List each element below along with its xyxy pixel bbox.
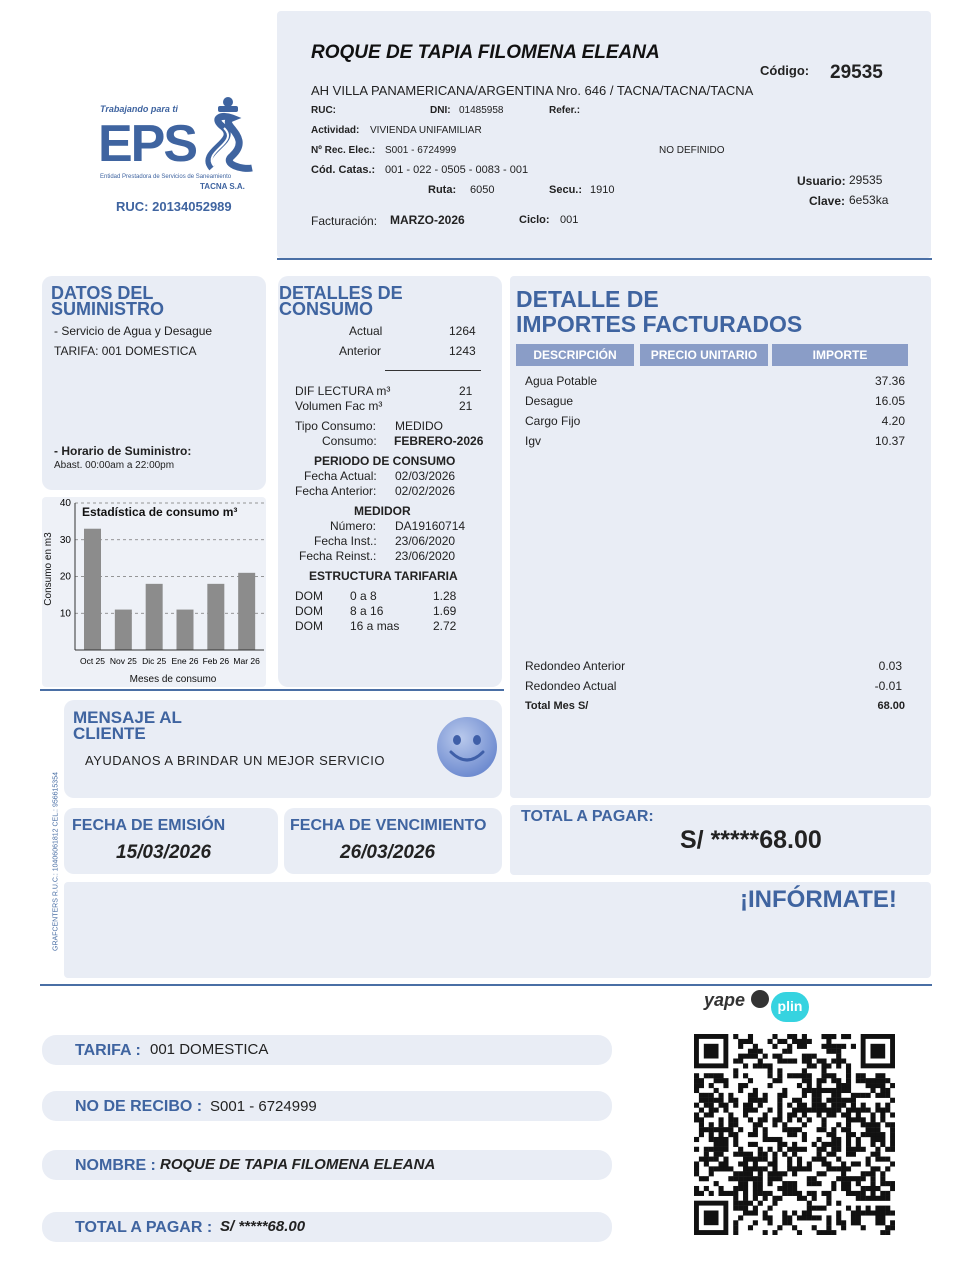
bottom-rule xyxy=(40,984,932,986)
chart-bar xyxy=(115,610,132,650)
ruta-label: Ruta: xyxy=(428,184,457,196)
medidor-title: MEDIDOR xyxy=(354,504,411,518)
inst-value: 23/06/2020 xyxy=(395,534,456,548)
col-precio-unitario: PRECIO UNITARIO xyxy=(640,344,768,366)
horario-value: Abast. 00:00am a 22:00pm xyxy=(54,460,175,471)
qr-code xyxy=(694,1034,895,1235)
fecha-actual-value: 02/03/2026 xyxy=(395,469,456,483)
chart-xtick-label: Dic 25 xyxy=(142,656,167,666)
cons-label: Consumo: xyxy=(322,434,377,448)
consumo-title-2: CONSUMO xyxy=(279,299,373,319)
item-2-importe: 4.20 xyxy=(881,414,905,428)
ruc-label: RUC: xyxy=(311,105,336,116)
tipo-value: MEDIDO xyxy=(395,419,443,433)
printer-side-text: GRAFCENTERS R.U.C.: 10406061812 CEL.: 956615354 xyxy=(52,772,60,951)
item-0-desc: Agua Potable xyxy=(525,374,598,388)
chart-xtick-label: Oct 25 xyxy=(79,656,106,666)
tarifa-0-rango: 0 a 8 xyxy=(350,589,377,603)
usuario-value: 29535 xyxy=(849,173,883,187)
emision-value: 15/03/2026 xyxy=(116,842,212,863)
resumen-tarifa-label: TARIFA : xyxy=(75,1042,141,1059)
informate-title: ¡INFÓRMATE! xyxy=(740,886,897,913)
yape-text: yape xyxy=(704,990,746,1010)
tarifa-1-cat: DOM xyxy=(295,604,323,618)
tarifa-text: TARIFA: 001 DOMESTICA xyxy=(54,344,197,358)
codigo-value: 29535 xyxy=(830,62,883,83)
water-wave-icon xyxy=(192,96,256,174)
chart-bar xyxy=(238,573,255,650)
catas-value: 001 - 022 - 0505 - 0083 - 001 xyxy=(385,164,529,176)
actual-value: 1264 xyxy=(449,324,476,338)
suministro-title-1: DATOS DEL xyxy=(51,283,154,303)
plin-logo xyxy=(771,992,809,1022)
tarifa-0-cat: DOM xyxy=(295,589,323,603)
redondeo-anterior-value: 0.03 xyxy=(878,659,902,673)
chart-ytick-label: 40 xyxy=(59,498,71,509)
facturacion-value: MARZO-2026 xyxy=(390,213,465,227)
chart-xtick-label: Feb 26 xyxy=(202,656,230,666)
customer-name: ROQUE DE TAPIA FILOMENA ELEANA xyxy=(311,42,660,63)
resumen-tarifa-value: 001 DOMESTICA xyxy=(150,1041,269,1058)
vencimiento-label: FECHA DE VENCIMIENTO xyxy=(290,817,487,834)
consumo-subtotal-line xyxy=(385,370,481,371)
numero-label: Número: xyxy=(330,519,377,533)
periodo-title: PERIODO DE CONSUMO xyxy=(314,454,456,468)
clave-label: Clave: xyxy=(809,194,846,208)
chart-bar xyxy=(146,584,163,650)
mensaje-rule xyxy=(40,689,504,691)
total-label: TOTAL A PAGAR: xyxy=(521,808,654,825)
ruta-value: 6050 xyxy=(470,184,495,196)
item-1-importe: 16.05 xyxy=(874,394,905,408)
vencimiento-value: 26/03/2026 xyxy=(340,842,436,863)
anterior-value: 1243 xyxy=(449,344,476,358)
chart-bar xyxy=(177,610,194,650)
actual-label: Actual xyxy=(349,324,383,338)
secu-label: Secu.: xyxy=(549,184,583,196)
numero-value: DA19160714 xyxy=(395,519,466,533)
vol-label: Volumen Fac m³ xyxy=(295,399,383,413)
redondeo-actual-label: Redondeo Actual xyxy=(525,679,617,693)
dif-label: DIF LECTURA m³ xyxy=(295,384,391,398)
item-3-importe: 10.37 xyxy=(874,434,905,448)
redondeo-actual-value: -0.01 xyxy=(874,679,902,693)
tarifa-2-precio: 2.72 xyxy=(433,619,457,633)
resumen-recibo-label: NO DE RECIBO : xyxy=(75,1098,203,1115)
resumen-recibo-value: S001 - 6724999 xyxy=(210,1098,317,1115)
logo-ruc: RUC: 20134052989 xyxy=(116,199,232,214)
actividad-label: Actividad: xyxy=(311,125,360,136)
chart-title: Estadística de consumo m³ xyxy=(82,505,238,519)
rec-elec-label: Nº Rec. Elec.: xyxy=(311,145,376,156)
inst-label: Fecha Inst.: xyxy=(314,534,377,548)
reinst-label: Fecha Reinst.: xyxy=(299,549,377,563)
resumen-nombre-value: ROQUE DE TAPIA FILOMENA ELEANA xyxy=(160,1156,436,1173)
plin-text: plin xyxy=(777,998,803,1014)
chart-xtick-label: Ene 26 xyxy=(171,656,199,666)
item-3-desc: Igv xyxy=(525,434,542,448)
resumen-total-value: S/ *****68.00 xyxy=(220,1218,306,1235)
catas-label: Cód. Catas.: xyxy=(311,164,376,176)
fecha-anterior-label: Fecha Anterior: xyxy=(295,484,377,498)
fecha-actual-label: Fecha Actual: xyxy=(304,469,377,483)
emision-label: FECHA DE EMISIÓN xyxy=(72,817,226,834)
anterior-label: Anterior xyxy=(339,344,382,358)
chart-ytick-label: 10 xyxy=(59,608,71,620)
logo-tagline: Trabajando para ti xyxy=(100,104,178,114)
clave-value: 6e53ka xyxy=(849,193,889,207)
tarifa-1-precio: 1.69 xyxy=(433,604,457,618)
tarifa-0-precio: 1.28 xyxy=(433,589,457,603)
chart-ytick-label: 30 xyxy=(59,534,71,546)
item-1-desc: Desague xyxy=(525,394,574,408)
mensaje-text: AYUDANOS A BRINDAR UN MEJOR SERVICIO xyxy=(85,753,385,768)
item-2-desc: Cargo Fijo xyxy=(525,414,581,428)
customer-address: AH VILLA PANAMERICANA/ARGENTINA Nro. 646 / TACNA/TACNA/TACNA xyxy=(311,83,754,98)
eps-logo xyxy=(92,96,262,216)
chart-bar xyxy=(207,584,224,650)
mensaje-title-2: CLIENTE xyxy=(73,724,146,743)
resumen-total-label: TOTAL A PAGAR : xyxy=(75,1219,213,1236)
chart-bar xyxy=(84,529,101,650)
servicio-text: - Servicio de Agua y Desague xyxy=(54,324,213,338)
col-descripcion: DESCRIPCIÓN xyxy=(516,344,634,366)
ciclo-label: Ciclo: xyxy=(519,214,550,226)
usuario-label: Usuario: xyxy=(797,174,846,188)
col-importe: IMPORTE xyxy=(772,344,908,366)
header-rule xyxy=(277,258,932,260)
logo-subtitle: Entidad Prestadora de Servicios de Saneamiento xyxy=(100,174,232,180)
codigo-label: Código: xyxy=(760,63,810,78)
refer-label: Refer.: xyxy=(549,105,581,116)
suministro-title-2: SUMINISTRO xyxy=(51,299,165,319)
logo-letters: EPS xyxy=(98,115,197,173)
cons-value: FEBRERO-2026 xyxy=(394,434,484,448)
item-0-importe: 37.36 xyxy=(874,374,905,388)
tarifa-1-rango: 8 a 16 xyxy=(350,604,384,618)
total-mes-label: Total Mes S/ xyxy=(525,700,589,712)
chart-xtick-label: Nov 25 xyxy=(109,656,137,666)
facturacion-label: Facturación: xyxy=(311,214,378,228)
importes-title-2: IMPORTES FACTURADOS xyxy=(516,311,803,337)
yape-badge-icon xyxy=(751,990,769,1008)
smiley-icon xyxy=(436,716,498,778)
dni-label: DNI: xyxy=(430,105,451,116)
horario-label: - Horario de Suministro: xyxy=(54,444,192,458)
consumo-chart xyxy=(42,497,266,687)
redondeo-anterior-label: Redondeo Anterior xyxy=(525,659,626,673)
resumen-nombre-label: NOMBRE : xyxy=(75,1157,156,1174)
importes-title-1: DETALLE DE xyxy=(516,286,659,312)
yape-logo xyxy=(704,990,769,1011)
dni-value: 01485958 xyxy=(459,105,504,116)
dif-value: 21 xyxy=(459,384,473,398)
no-definido: NO DEFINIDO xyxy=(659,145,725,156)
actividad-value: VIVIENDA UNIFAMILIAR xyxy=(370,125,482,136)
chart-xlabel: Meses de consumo xyxy=(129,674,217,685)
tarifa-2-cat: DOM xyxy=(295,619,323,633)
chart-ytick-label: 20 xyxy=(59,571,71,583)
tipo-label: Tipo Consumo: xyxy=(295,419,376,433)
fecha-anterior-value: 02/02/2026 xyxy=(395,484,456,498)
tarifa-2-rango: 16 a mas xyxy=(350,619,400,633)
ciclo-value: 001 xyxy=(560,214,579,226)
reinst-value: 23/06/2020 xyxy=(395,549,456,563)
logo-city: TACNA S.A. xyxy=(200,182,245,191)
rec-elec-value: S001 - 6724999 xyxy=(385,145,457,156)
chart-xtick-label: Mar 26 xyxy=(233,656,260,666)
estructura-title: ESTRUCTURA TARIFARIA xyxy=(309,569,458,583)
secu-value: 1910 xyxy=(590,184,615,196)
total-value: S/ *****68.00 xyxy=(680,826,822,854)
total-mes-value: 68.00 xyxy=(877,700,905,712)
consumo-title-1: DETALLES DE xyxy=(279,283,403,303)
vol-value: 21 xyxy=(459,399,473,413)
chart-ylabel: Consumo en m3 xyxy=(43,532,54,606)
mensaje-title-1: MENSAJE AL xyxy=(73,708,182,727)
